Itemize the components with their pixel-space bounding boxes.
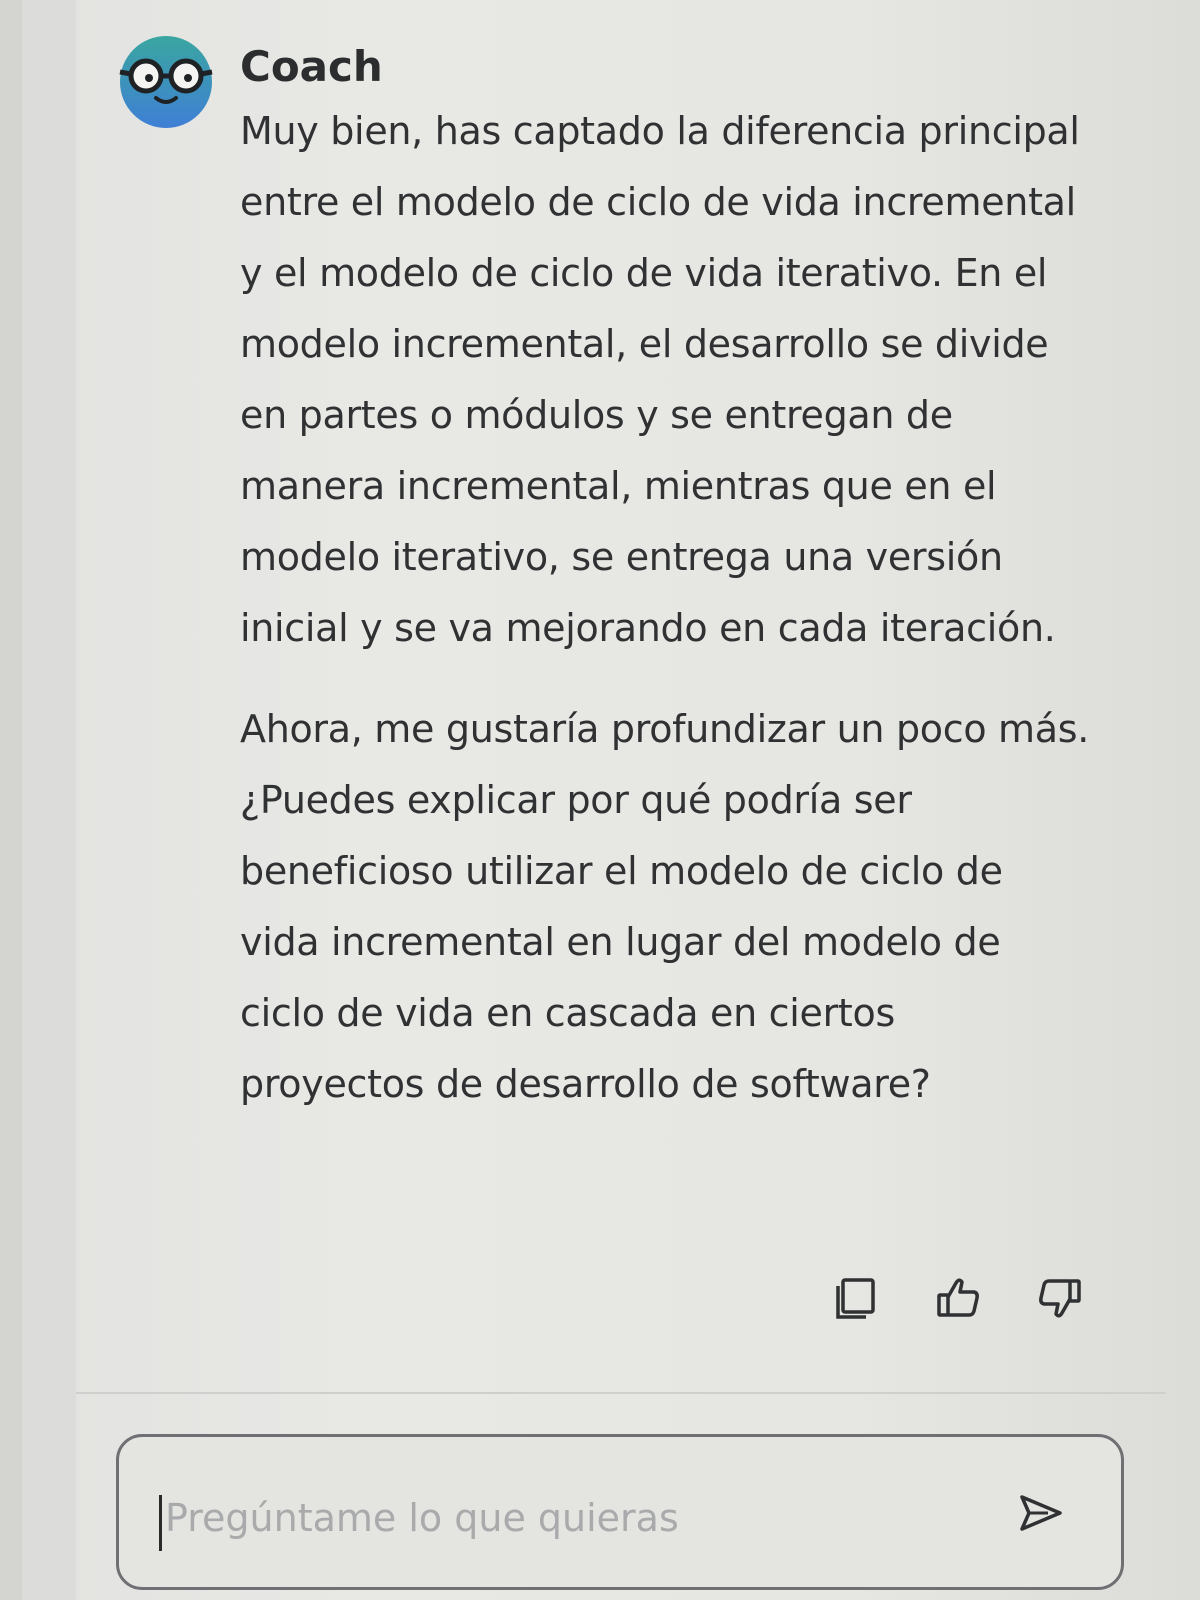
divider — [76, 1392, 1166, 1394]
message-body — [240, 38, 1090, 1120]
send-icon — [1018, 1493, 1064, 1533]
message-paragraph-1: Muy bien, has captado la diferencia principal entre el modelo de ciclo de vida incremental y el modelo de ciclo de vida iterativo. En el modelo incremental, el desarrollo se divide en partes o módulos y se entregan de manera incremental, mientras que en el modelo iterativo, se entrega una versión inicial y se va mejorando en cada iteración. — [240, 109, 1080, 650]
left-rail — [22, 0, 76, 1600]
message-actions — [828, 1270, 1088, 1326]
window-edge — [0, 0, 22, 1600]
avatar — [118, 34, 214, 130]
message-author: Coach — [240, 42, 383, 91]
chat-input[interactable] — [165, 1483, 965, 1553]
chat-composer[interactable] — [116, 1434, 1124, 1590]
dislike-button[interactable] — [1032, 1270, 1088, 1326]
copy-button[interactable] — [828, 1270, 884, 1326]
text-caret — [159, 1495, 162, 1551]
coach-avatar-icon — [118, 34, 214, 130]
thumbs-down-icon — [1037, 1275, 1083, 1321]
message-paragraph-2: Ahora, me gustaría profundizar un poco más. ¿Puedes explicar por qué podría ser beneficioso utilizar el modelo de ciclo de vida incremental en lugar del modelo de ciclo de vida en cascada en ciertos proyectos de desarrollo de software? — [240, 707, 1090, 1106]
like-button[interactable] — [930, 1270, 986, 1326]
thumbs-up-icon — [935, 1275, 981, 1321]
send-button[interactable] — [1011, 1483, 1071, 1543]
copy-icon — [834, 1276, 878, 1320]
